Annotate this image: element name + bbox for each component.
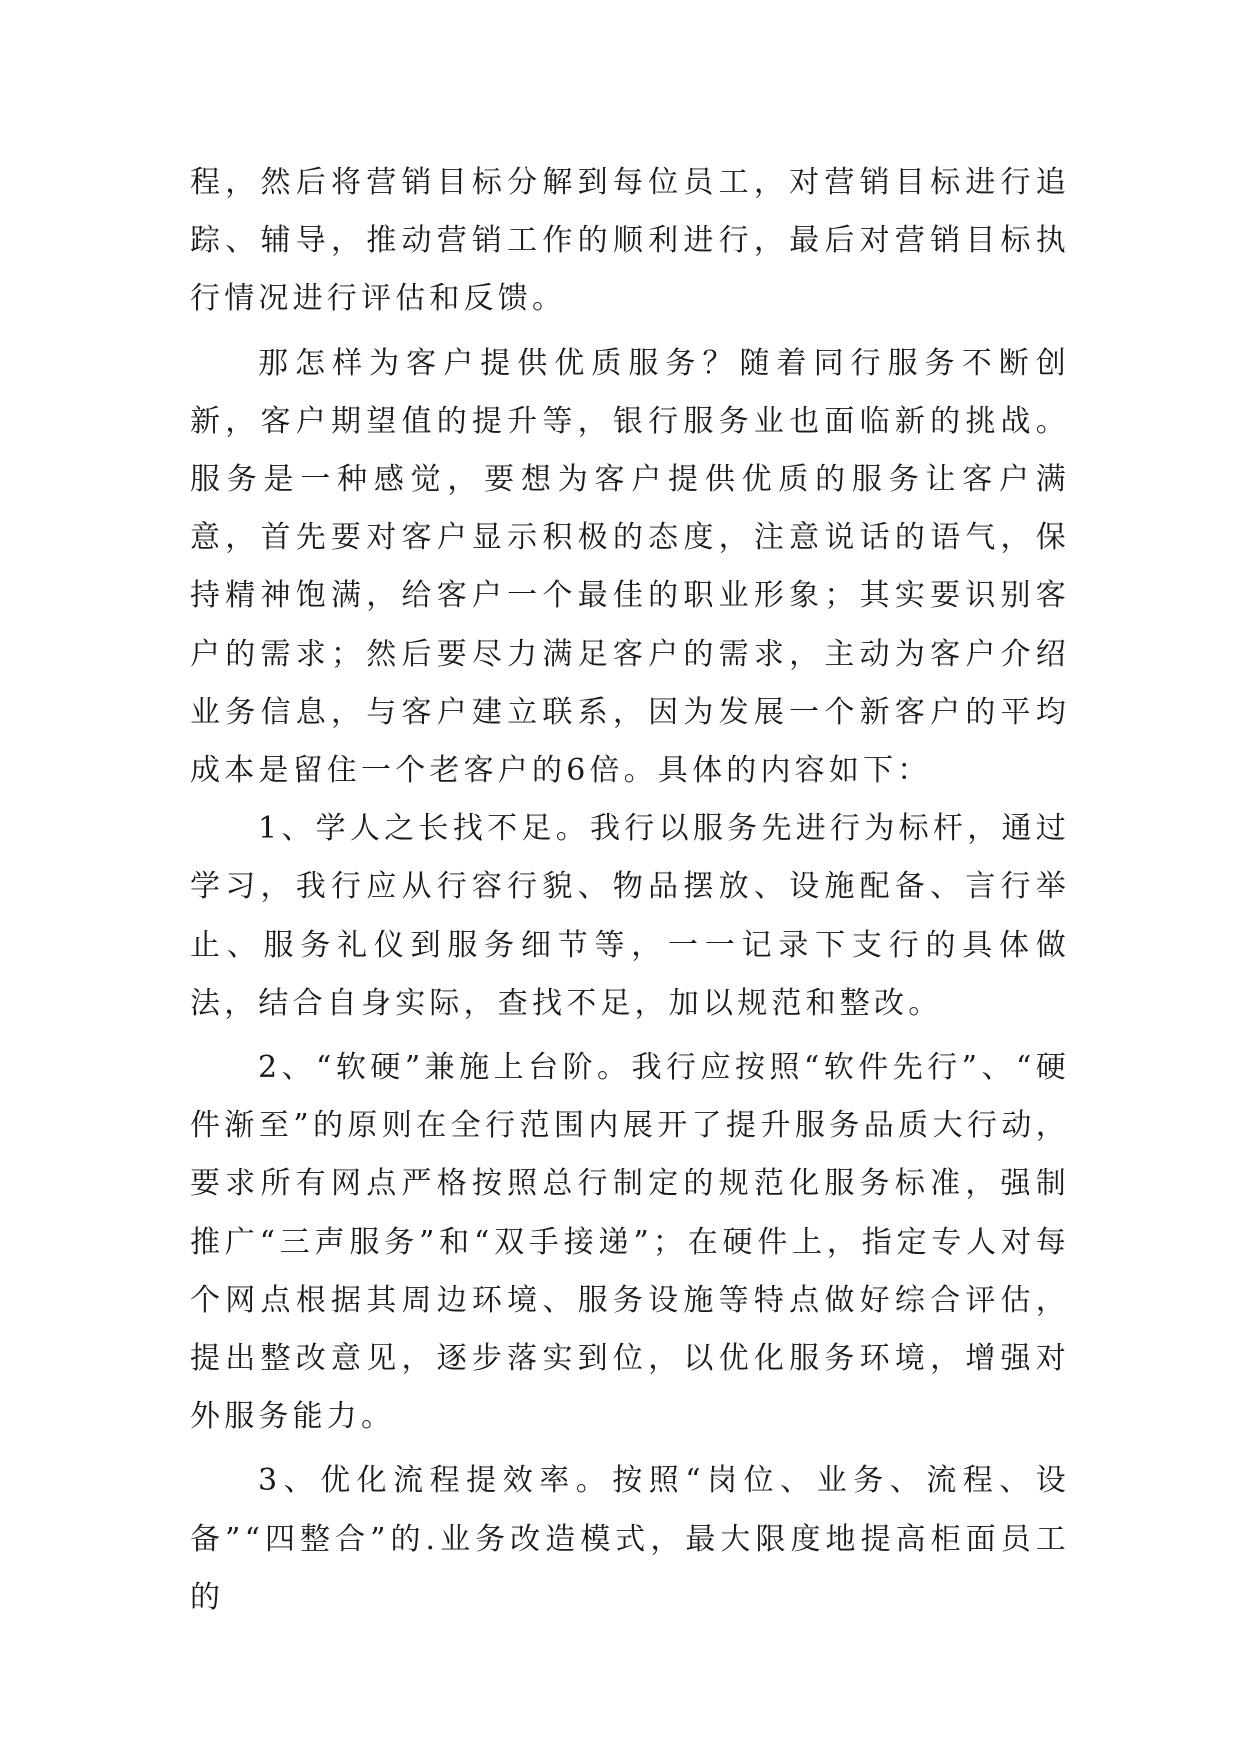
paragraph-item-3: 3、优化流程提效率。按照“岗位、业务、流程、设备”“四整合”的.业务改造模式，最大限度地提高柜面员工的 — [190, 1463, 1070, 1615]
paragraph-continuation: 程，然后将营销目标分解到每位员工，对营销目标进行追踪、辅导，推动营销工作的顺利进行，最后对营销目标执行情况进行评估和反馈。 — [190, 165, 1070, 317]
paragraph-item-1: 1、学人之长找不足。我行以服务先进行为标杆，通过学习，我行应从行容行貌、物品摆放、设施配备、言行举止、服务礼仪到服务细节等，一一记录下支行的具体做法，结合自身实际，查找不足，加以规范和整改。 — [190, 811, 1070, 1021]
document-body — [190, 154, 1070, 1627]
paragraph-item-2: 2、“软硬”兼施上台阶。我行应按照“软件先行”、“硬件渐至”的原则在全行范围内展开了提升服务品质大行动，要求所有网点严格按照总行制定的规范化服务标准，强制推广“三声服务”和“双手接递”；在硬件上，指定专人对每个网点根据其周边环境、服务设施等特点做好综合评估，提出整改意见，逐步落实到位，以优化服务环境，增强对外服务能力。 — [190, 1050, 1070, 1435]
paragraph-customer-service: 那怎样为客户提供优质服务？随着同行服务不断创新，客户期望值的提升等，银行服务业也面临新的挑战。服务是一种感觉，要想为客户提供优质的服务让客户满意，首先要对客户显示积极的态度，注意说话的语气，保持精神饱满，给客户一个最佳的职业形象；其实要识别客户的需求；然后要尽力满足客户的需求，主动为客户介绍业务信息，与客户建立联系，因为发展一个新客户的平均成本是留住一个老客户的6倍。具体的内容如下： — [190, 345, 1070, 789]
